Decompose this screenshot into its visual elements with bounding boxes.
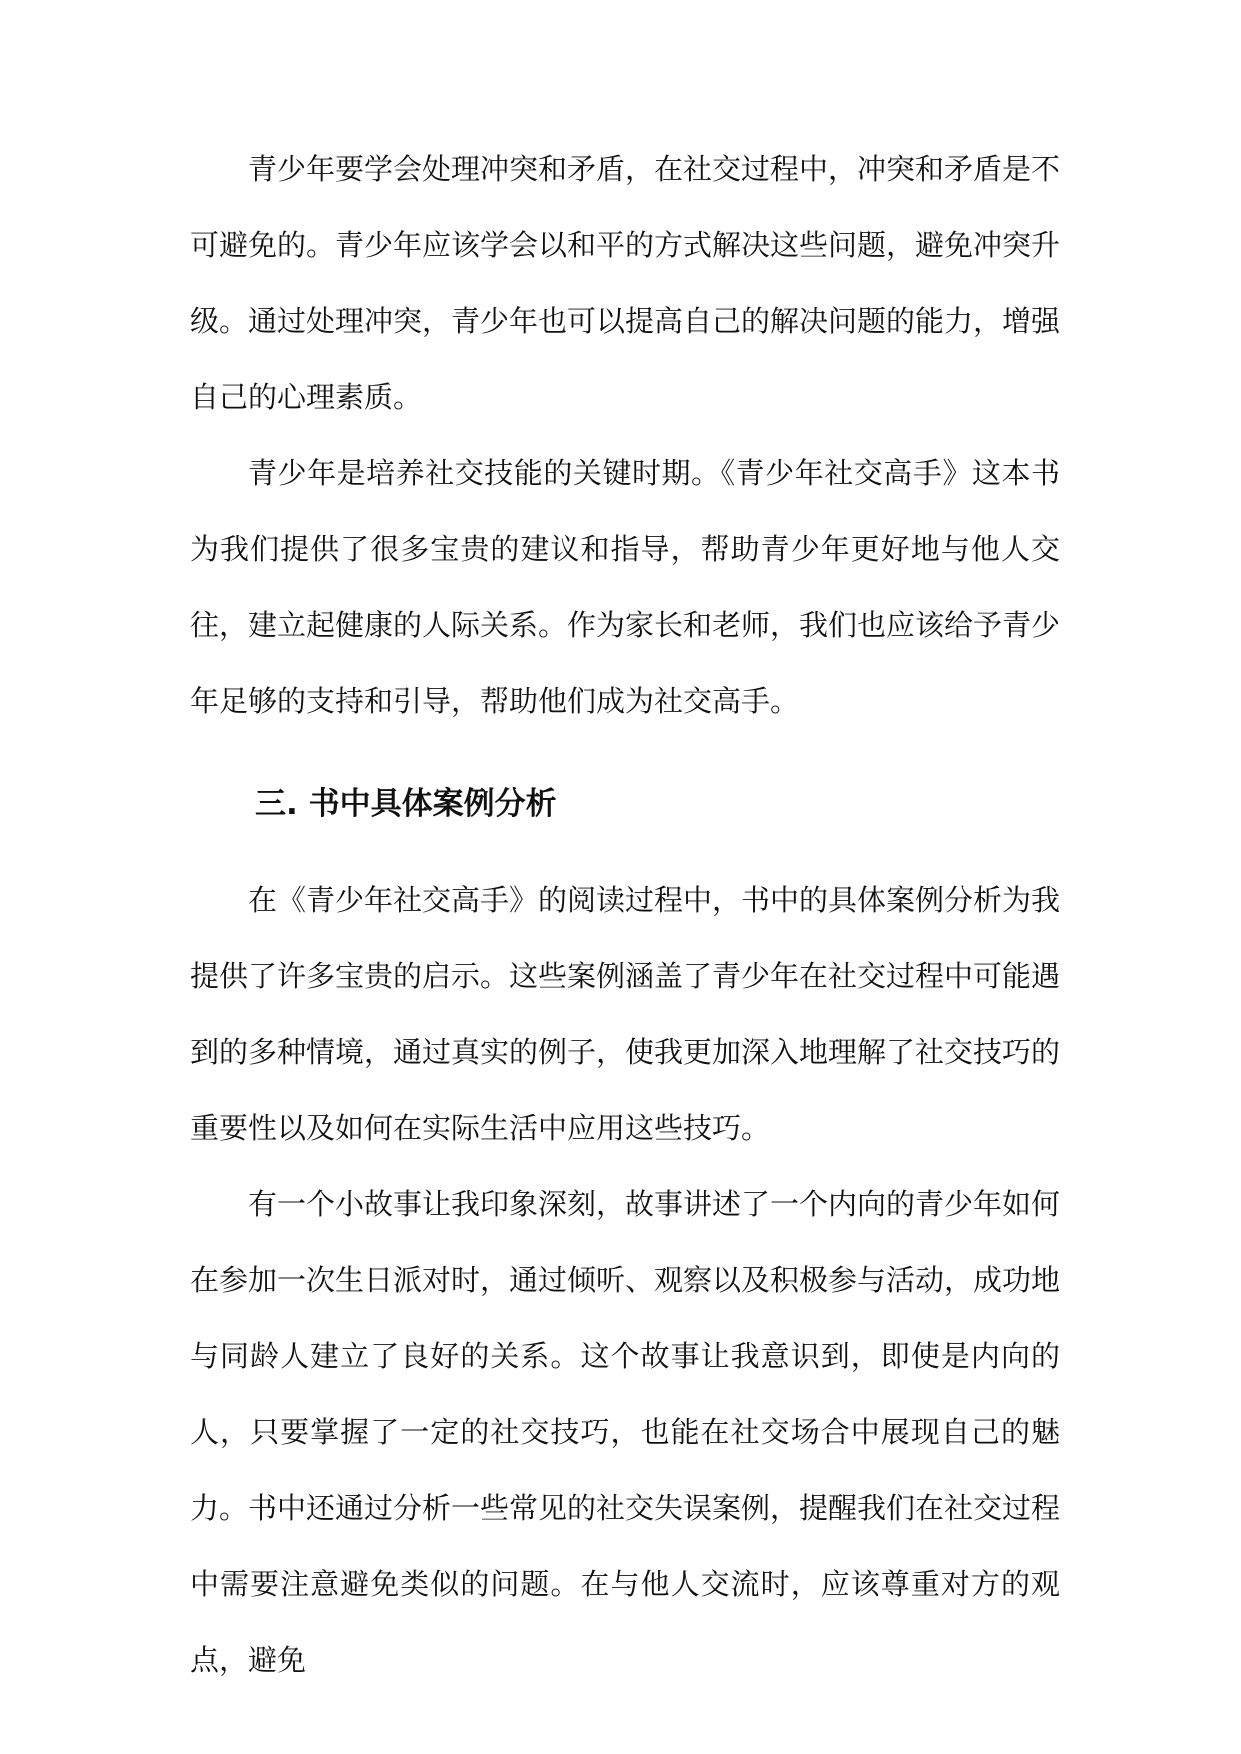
- paragraph-birthday-story: 有一个小故事让我印象深刻，故事讲述了一个内向的青少年如何在参加一次生日派对时，通过倾听、观察以及积极参与活动，成功地与同龄人建立了良好的关系。这个故事让我意识到，即使是内向的人，只要掌握了一定的社交技巧，也能在社交场合中展现自己的魅力。书中还通过分析一些常见的社交失误案例，提醒我们在社交过程中需要注意避免类似的问题。在与他人交流时，应该尊重对方的观点，避免: [190, 1187, 1061, 1677]
- paragraph-social-skills-period: 青少年是培养社交技能的关键时期。《青少年社交高手》这本书为我们提供了很多宝贵的建议和指导，帮助青少年更好地与他人交往，建立起健康的人际关系。作为家长和老师，我们也应该给予青少年足够的支持和引导，帮助他们成为社交高手。: [190, 456, 1061, 718]
- paragraph-conflict-resolution: 青少年要学会处理冲突和矛盾，在社交过程中，冲突和矛盾是不可避免的。青少年应该学会以和平的方式解决这些问题，避免冲突升级。通过处理冲突，青少年也可以提高自己的解决问题的能力，增强自己的心理素质。: [190, 152, 1061, 414]
- paragraph-case-analysis: 在《青少年社交高手》的阅读过程中，书中的具体案例分析为我提供了许多宝贵的启示。这些案例涵盖了青少年在社交过程中可能遇到的多种情境，通过真实的例子，使我更加深入地理解了社交技巧的重要性以及如何在实际生活中应用这些技巧。: [190, 883, 1061, 1145]
- section-heading: 三. 书中具体案例分析: [255, 786, 557, 822]
